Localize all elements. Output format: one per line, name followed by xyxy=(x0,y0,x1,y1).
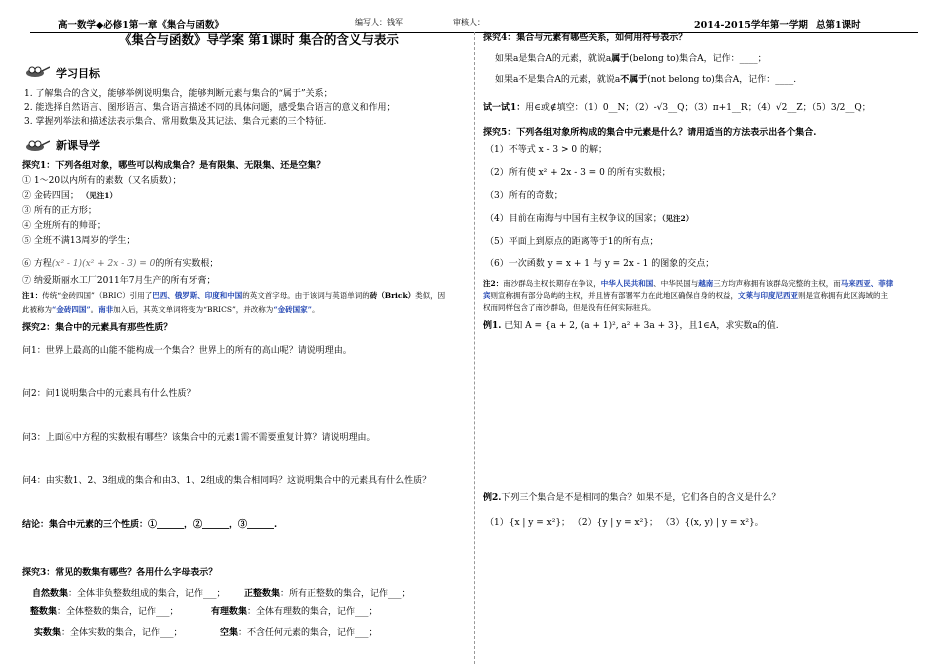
explore5-heading: 探究5：下列各组对象所构成的集合中元素是什么？请用适当的方法表示出各个集合. xyxy=(483,128,817,138)
goal-3: 3. 掌握列举法和描述法表示集合、常用数集及其记法、集合元素的三个特征. xyxy=(24,117,327,127)
note1-line1: 注1：传统“金砖四国”（BRIC）引用了巴西、俄罗斯、印度和中国的英文首字母。由于该词与英语单词的砖（Brick）类似，因 xyxy=(22,291,446,300)
numset-positive-integer: 正整数集：所有正整数的集合，记作___； xyxy=(244,589,411,599)
question-1: 问1：世界上最高的山能不能构成一个集合？世界上的所有的高山呢？请说明理由。 xyxy=(22,346,352,356)
goals-heading: 学习目标 xyxy=(56,67,100,80)
numset-rational: 有理数集：全体有理数的集合，记作___； xyxy=(211,607,378,617)
explore1-item-3: ③ 所有的正方形； xyxy=(22,206,97,216)
note2-line3: 权而同样包含了南沙群岛，但是没有任何实际驻兵。 xyxy=(483,303,656,312)
explore1-item-6: ⑥ 方程(x² - 1)(x² + 2x - 3) = 0的所有实数根； xyxy=(22,259,219,269)
owl-icon xyxy=(24,64,50,78)
relation-not-belong: 如果a不是集合A的元素，就说a不属于(not belong to)集合A，记作：____. xyxy=(495,75,797,85)
explore1-item-4: ④ 全班所有的帅哥； xyxy=(22,221,106,231)
example-2-sets: （1）{x | y = x²}； （2）{y | y = x²}； （3）{(x, y) | y = x²}。 xyxy=(485,518,764,528)
numset-natural: 自然数集：全体非负整数组成的集合，记作___； xyxy=(32,589,226,599)
example-1: 例1. 已知 A = {a + 2, (a + 1)², a² + 3a + 3}，且1∈A，求实数a的值. xyxy=(483,321,779,331)
column-divider xyxy=(474,32,475,664)
explore1-item-5: ⑤ 全班不满13周岁的学生； xyxy=(22,236,136,246)
right-column xyxy=(483,32,928,662)
owl-icon xyxy=(24,138,50,152)
question-2: 问2：问1说明集合中的元素具有什么性质？ xyxy=(22,389,196,399)
page-title: 《集合与函数》导学案 第1课时 集合的含义与表示 xyxy=(119,32,399,47)
goal-2: 2. 能选择自然语言、图形语言、集合语言描述不同的具体问题，感受集合语言的意义和作用； xyxy=(24,103,396,113)
question-4: 问4：由实数1、2、3组成的集合和由3、1、2组成的集合相同吗？这说明集合中的元素具有什么性质？ xyxy=(22,476,432,486)
note2-line2: 宾则宣称拥有部分岛屿的主权，并且皆有部署军力在此地区确保自身的权益，文莱与印度尼西亚则是宣称拥有此区海域的主 xyxy=(483,291,888,300)
explore5-item-3: （3）所有的奇数； xyxy=(485,191,563,201)
explore5-item-1: （1）不等式 x - 3 > 0 的解； xyxy=(485,145,608,155)
explore1-item-7: ⑦ 纳爱斯丽水工厂2011年7月生产的所有牙膏； xyxy=(22,276,216,286)
try-it-1: 试一试1：用∈或∉填空：（1）0__N；（2）-√3__Q；（3）π+1__R；（4）√2__Z；（5）3/2__Q； xyxy=(483,103,871,113)
header-course: 高一数学◆必修1第一章《集合与函数》 xyxy=(58,20,224,31)
numset-real: 实数集：全体实数的集合，记作___； xyxy=(34,628,183,638)
header-term: 2014-2015学年第一学期 xyxy=(694,20,808,31)
header-lesson: 总第1课时 xyxy=(816,20,861,31)
explore2-heading: 探究2：集合中的元素具有那些性质？ xyxy=(22,323,173,333)
note2-ref: （见注2） xyxy=(661,214,694,223)
explore5-item-4: （4）目前在南海与中国有主权争议的国家；（见注2） xyxy=(485,214,694,224)
page-header xyxy=(30,12,918,33)
explore4-heading: 探究4：集合与元素有哪些关系，如何用符号表示？ xyxy=(483,33,688,43)
numset-empty: 空集：不含任何元素的集合，记作___； xyxy=(220,628,378,638)
explore5-item-6: （6）一次函数 y = x + 1 与 y = 2x - 1 的图象的交点； xyxy=(485,259,715,269)
goal-1: 1. 了解集合的含义，能够举例说明集合，能够判断元素与集合的“属于”关系； xyxy=(24,89,333,99)
explore1-item-2: ② 金砖四国； （见注1） xyxy=(22,191,117,201)
left-column xyxy=(22,32,470,662)
explore1-item-1: ① 1～20以内所有的素数（又名质数）； xyxy=(22,176,182,186)
note1-ref: （见注1） xyxy=(81,191,117,200)
numset-integer: 整数集：全体整数的集合，记作___； xyxy=(30,607,179,617)
explore1-heading: 探究1：下列各组对象，哪些可以构成集合？是有限集、无限集、还是空集？ xyxy=(22,161,326,171)
explore3-heading: 探究3：常见的数集有哪些？各用什么字母表示？ xyxy=(22,568,218,578)
example-2: 例2.下列三个集合是不是相同的集合？如果不是，它们各自的含义是什么？ xyxy=(483,493,781,503)
note2-line1: 注2：南沙群岛主权长期存在争议，中华人民共和国、中华民国与越南三方均声称拥有该群岛完整的主权，而马来西亚、菲律 xyxy=(483,279,894,288)
relation-belong: 如果a是集合A的元素，就说a属于(belong to)集合A，记作：____； xyxy=(495,54,767,64)
question-3: 问3：上面⑥中方程的实数根有哪些？该集合中的元素1需不需要重复计算？请说明理由。 xyxy=(22,433,376,443)
explore5-item-5: （5）平面上到原点的距离等于1的所有点； xyxy=(485,237,659,247)
note1-line2: 此被称为“金砖四国”。南非加入后，其英文单词将变为“BRICS”，并改称为“金砖国家”。 xyxy=(22,305,320,314)
explore5-item-2: （2）所有使 x² + 2x - 3 = 0 的所有实数根； xyxy=(485,168,671,178)
header-author: 编写人：钱军 xyxy=(355,18,403,27)
header-reviewer: 审核人： xyxy=(453,18,485,27)
new-lesson-heading: 新课导学 xyxy=(56,139,100,152)
conclusion: 结论：集合中元素的三个性质：①______，②______，③______. xyxy=(22,520,278,530)
